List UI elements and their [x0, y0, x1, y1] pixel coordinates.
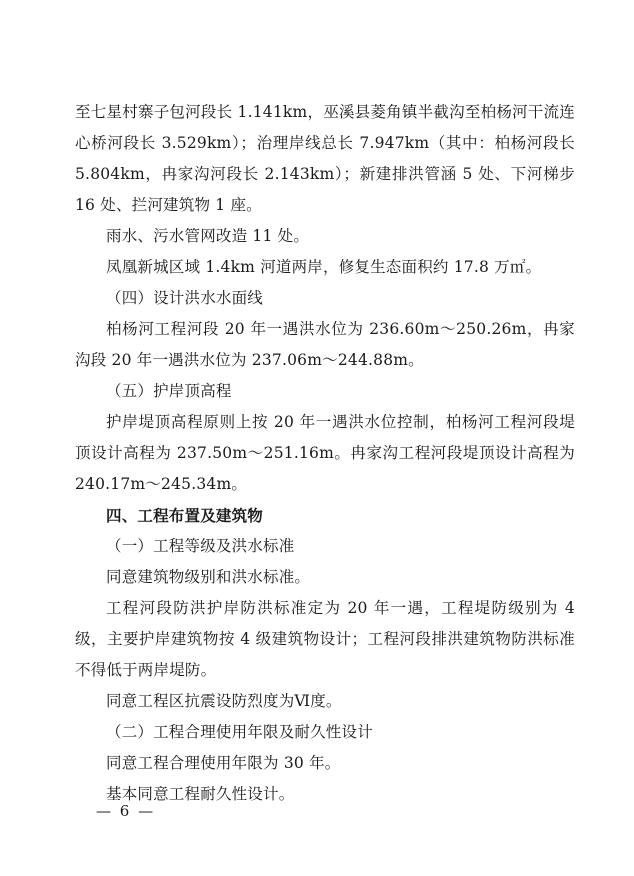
paragraph-crest-elevation: 护岸堤顶高程原则上按 20 年一遇洪水位控制，柏杨河工程河段堤顶设计高程为 237.50m～251.16m。冉家沟工程河段堤顶设计高程为 240.17m～245.34m。 [75, 413, 575, 493]
paragraph-seismic: 同意工程区抗震设防烈度为Ⅵ度。 [106, 692, 342, 710]
page-number: — 6 — [96, 802, 156, 820]
paragraph-flood-levels: 柏杨河工程河段 20 年一遇洪水位为 236.60m～250.26m，冉家沟段 20 年一遇洪水位为 237.06m～244.88m。 [75, 320, 575, 369]
section-heading-flood-surface: （四）设计洪水水面线 [106, 289, 264, 307]
section-heading-bank-crest: （五）护岸顶高程 [106, 382, 232, 400]
paragraph-pipe-network: 雨水、污水管网改造 11 处。 [106, 227, 310, 245]
paragraph-flood-standard: 工程河段防洪护岸防洪标准定为 20 年一遇，工程堤防级别为 4 级，主要护岸建筑物按 4 级建筑物设计；工程河段排洪建筑物防洪标准不得低于两岸堤防。 [75, 599, 575, 679]
paragraph-ecology-restoration: 凤凰新城区域 1.4km 河道两岸，修复生态面积约 17.8 万㎡。 [106, 258, 542, 276]
paragraph-durability: 基本同意工程耐久性设计。 [106, 785, 295, 803]
chapter-heading-layout: 四、工程布置及建筑物 [106, 506, 264, 525]
paragraph-service-years: 同意工程合理使用年限为 30 年。 [106, 754, 341, 772]
paragraph-agree-grade: 同意建筑物级别和洪水标准。 [106, 568, 311, 586]
document-body [75, 97, 575, 810]
paragraph-project-scope: 至七星村寨子包河段长 1.141km，巫溪县菱角镇半截沟至柏杨河干流连心桥河段长 3.529km）；治理岸线总长 7.947km（其中：柏杨河段长 5.804km，冉家沟河段长 2.143km）；新建排洪管涵 5 处、下河梯步 16 处、拦河建筑物 1 座。 [75, 103, 575, 214]
section-heading-service-life: （二）工程合理使用年限及耐久性设计 [106, 723, 373, 741]
section-heading-grade-standard: （一）工程等级及洪水标准 [106, 537, 295, 555]
